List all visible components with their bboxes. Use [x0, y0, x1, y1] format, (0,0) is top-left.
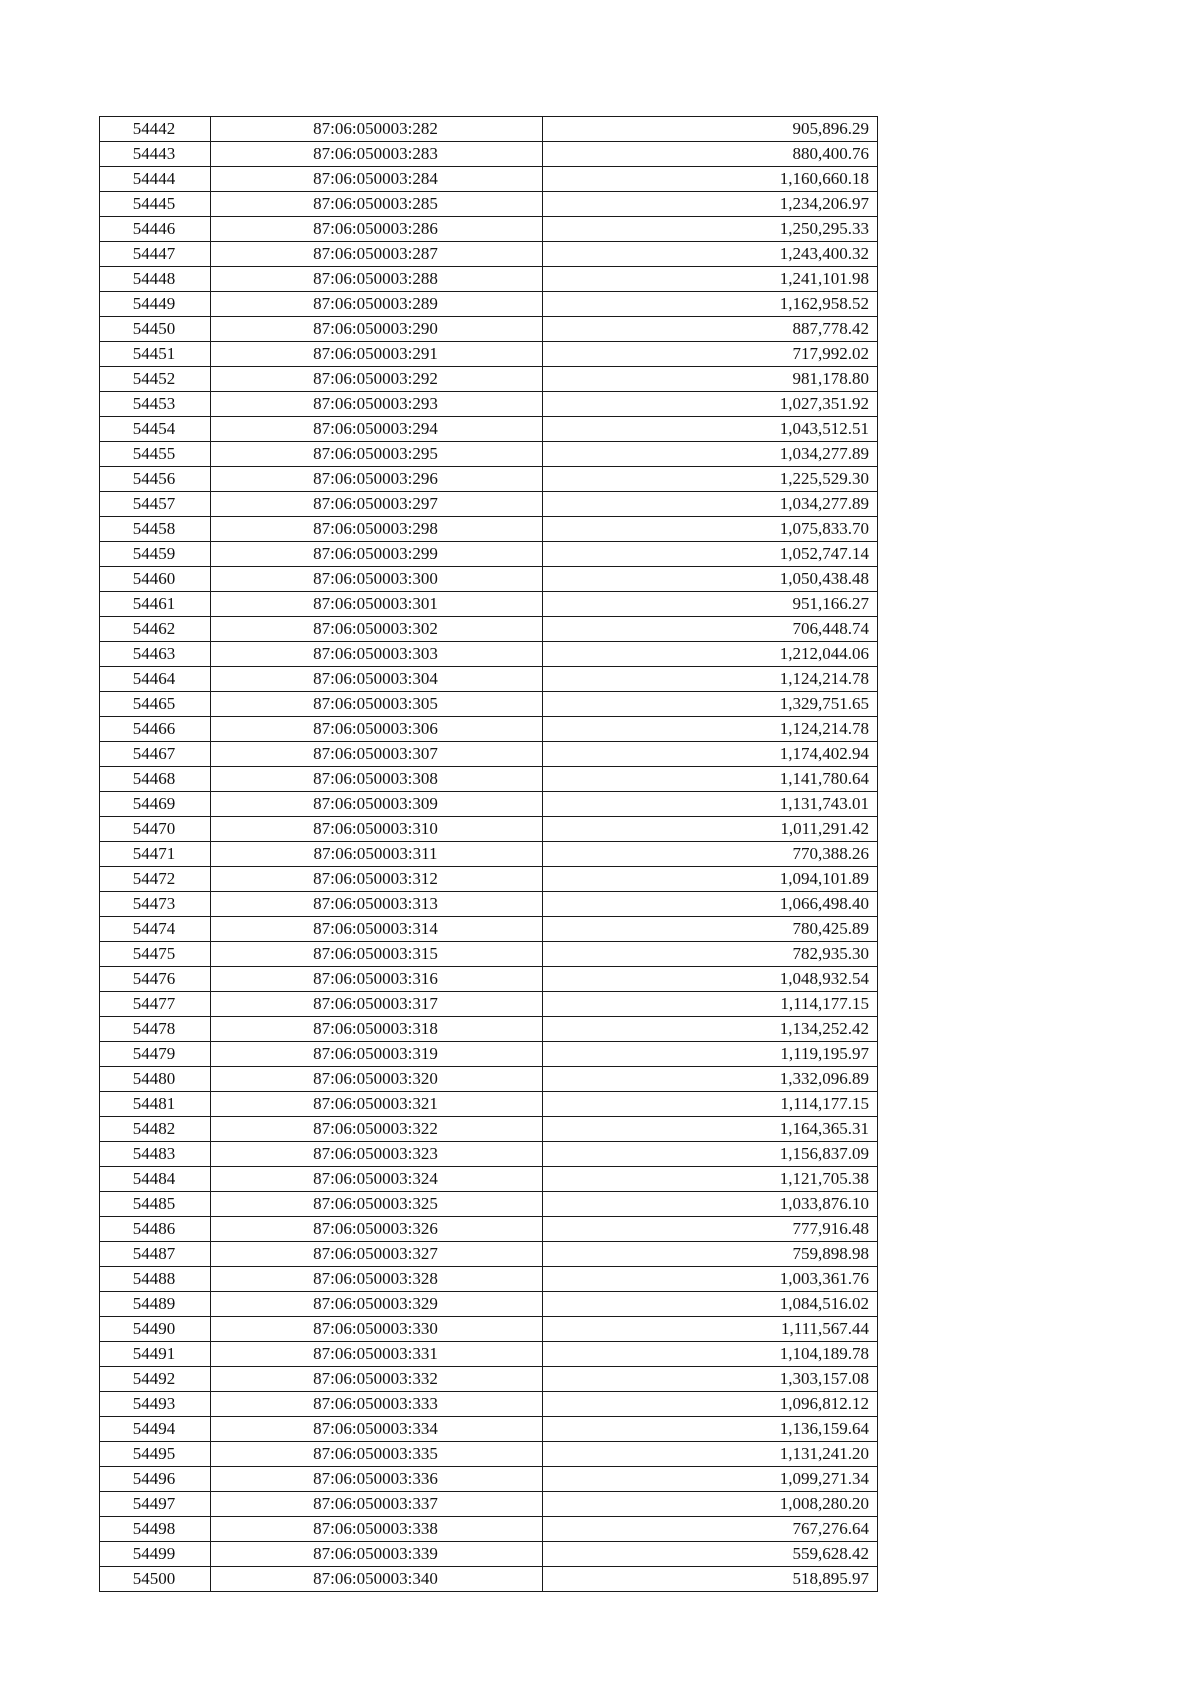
row-number-cell: 54475	[100, 942, 211, 967]
cadastral-number-cell: 87:06:050003:308	[211, 767, 543, 792]
cadastral-number-cell: 87:06:050003:331	[211, 1342, 543, 1367]
row-number-cell: 54460	[100, 567, 211, 592]
table-row	[100, 717, 878, 742]
table-row	[100, 1317, 878, 1342]
cadastral-value-cell: 1,121,705.38	[543, 1167, 878, 1192]
table-row	[100, 1067, 878, 1092]
table-body	[100, 117, 878, 1592]
cadastral-number-cell: 87:06:050003:336	[211, 1467, 543, 1492]
cadastral-value-cell: 887,778.42	[543, 317, 878, 342]
cadastral-value-cell: 767,276.64	[543, 1517, 878, 1542]
table-row	[100, 1192, 878, 1217]
cadastral-number-cell: 87:06:050003:339	[211, 1542, 543, 1567]
cadastral-number-cell: 87:06:050003:301	[211, 592, 543, 617]
row-number-cell: 54476	[100, 967, 211, 992]
row-number-cell: 54457	[100, 492, 211, 517]
row-number-cell: 54477	[100, 992, 211, 1017]
cadastral-number-cell: 87:06:050003:315	[211, 942, 543, 967]
table-row	[100, 642, 878, 667]
table-row	[100, 1417, 878, 1442]
cadastral-value-cell: 1,048,932.54	[543, 967, 878, 992]
table-row	[100, 817, 878, 842]
row-number-cell: 54454	[100, 417, 211, 442]
cadastral-value-cell: 1,043,512.51	[543, 417, 878, 442]
table-row	[100, 592, 878, 617]
cadastral-value-cell: 1,131,743.01	[543, 792, 878, 817]
cadastral-number-cell: 87:06:050003:320	[211, 1067, 543, 1092]
cadastral-value-cell: 1,243,400.32	[543, 242, 878, 267]
row-number-cell: 54455	[100, 442, 211, 467]
table-row	[100, 892, 878, 917]
row-number-cell: 54443	[100, 142, 211, 167]
cadastral-value-cell: 1,164,365.31	[543, 1117, 878, 1142]
cadastral-value-cell: 1,225,529.30	[543, 467, 878, 492]
cadastral-value-cell: 1,096,812.12	[543, 1392, 878, 1417]
row-number-cell: 54484	[100, 1167, 211, 1192]
row-number-cell: 54497	[100, 1492, 211, 1517]
cadastral-number-cell: 87:06:050003:289	[211, 292, 543, 317]
table-row	[100, 967, 878, 992]
table-row	[100, 117, 878, 142]
cadastral-value-cell: 717,992.02	[543, 342, 878, 367]
cadastral-number-cell: 87:06:050003:299	[211, 542, 543, 567]
cadastral-number-cell: 87:06:050003:340	[211, 1567, 543, 1592]
row-number-cell: 54448	[100, 267, 211, 292]
row-number-cell: 54487	[100, 1242, 211, 1267]
row-number-cell: 54459	[100, 542, 211, 567]
cadastral-number-cell: 87:06:050003:307	[211, 742, 543, 767]
row-number-cell: 54499	[100, 1542, 211, 1567]
cadastral-value-cell: 1,134,252.42	[543, 1017, 878, 1042]
cadastral-number-cell: 87:06:050003:313	[211, 892, 543, 917]
row-number-cell: 54481	[100, 1092, 211, 1117]
cadastral-number-cell: 87:06:050003:334	[211, 1417, 543, 1442]
table-row	[100, 1542, 878, 1567]
cadastral-number-cell: 87:06:050003:283	[211, 142, 543, 167]
row-number-cell: 54479	[100, 1042, 211, 1067]
cadastral-number-cell: 87:06:050003:310	[211, 817, 543, 842]
row-number-cell: 54465	[100, 692, 211, 717]
row-number-cell: 54461	[100, 592, 211, 617]
table-row	[100, 342, 878, 367]
row-number-cell: 54446	[100, 217, 211, 242]
cadastral-number-cell: 87:06:050003:286	[211, 217, 543, 242]
cadastral-value-cell: 1,111,567.44	[543, 1317, 878, 1342]
table-row	[100, 1167, 878, 1192]
row-number-cell: 54490	[100, 1317, 211, 1342]
table-row	[100, 317, 878, 342]
cadastral-number-cell: 87:06:050003:309	[211, 792, 543, 817]
cadastral-value-cell: 1,066,498.40	[543, 892, 878, 917]
cadastral-number-cell: 87:06:050003:311	[211, 842, 543, 867]
cadastral-value-cell: 706,448.74	[543, 617, 878, 642]
row-number-cell: 54442	[100, 117, 211, 142]
table-row	[100, 1242, 878, 1267]
cadastral-number-cell: 87:06:050003:304	[211, 667, 543, 692]
cadastral-value-cell: 1,003,361.76	[543, 1267, 878, 1292]
row-number-cell: 54474	[100, 917, 211, 942]
row-number-cell: 54469	[100, 792, 211, 817]
table-row	[100, 142, 878, 167]
cadastral-value-cell: 1,160,660.18	[543, 167, 878, 192]
row-number-cell: 54486	[100, 1217, 211, 1242]
cadastral-number-cell: 87:06:050003:296	[211, 467, 543, 492]
cadastral-number-cell: 87:06:050003:324	[211, 1167, 543, 1192]
cadastral-number-cell: 87:06:050003:282	[211, 117, 543, 142]
row-number-cell: 54493	[100, 1392, 211, 1417]
table-row	[100, 267, 878, 292]
table-row	[100, 742, 878, 767]
table-row	[100, 167, 878, 192]
cadastral-value-cell: 1,052,747.14	[543, 542, 878, 567]
row-number-cell: 54463	[100, 642, 211, 667]
table-row	[100, 242, 878, 267]
table-row	[100, 1392, 878, 1417]
cadastral-number-cell: 87:06:050003:326	[211, 1217, 543, 1242]
row-number-cell: 54458	[100, 517, 211, 542]
row-number-cell: 54445	[100, 192, 211, 217]
cadastral-number-cell: 87:06:050003:303	[211, 642, 543, 667]
cadastral-value-cell: 1,094,101.89	[543, 867, 878, 892]
cadastral-value-cell: 1,050,438.48	[543, 567, 878, 592]
cadastral-number-cell: 87:06:050003:319	[211, 1042, 543, 1067]
cadastral-value-cell: 770,388.26	[543, 842, 878, 867]
row-number-cell: 54467	[100, 742, 211, 767]
cadastral-number-cell: 87:06:050003:316	[211, 967, 543, 992]
cadastral-value-cell: 905,896.29	[543, 117, 878, 142]
cadastral-number-cell: 87:06:050003:321	[211, 1092, 543, 1117]
cadastral-value-cell: 1,114,177.15	[543, 1092, 878, 1117]
cadastral-number-cell: 87:06:050003:329	[211, 1292, 543, 1317]
cadastral-number-cell: 87:06:050003:300	[211, 567, 543, 592]
cadastral-number-cell: 87:06:050003:330	[211, 1317, 543, 1342]
cadastral-value-cell: 518,895.97	[543, 1567, 878, 1592]
cadastral-value-cell: 1,099,271.34	[543, 1467, 878, 1492]
cadastral-number-cell: 87:06:050003:318	[211, 1017, 543, 1042]
cadastral-number-cell: 87:06:050003:305	[211, 692, 543, 717]
row-number-cell: 54450	[100, 317, 211, 342]
row-number-cell: 54468	[100, 767, 211, 792]
row-number-cell: 54466	[100, 717, 211, 742]
table-row	[100, 842, 878, 867]
cadastral-number-cell: 87:06:050003:306	[211, 717, 543, 742]
row-number-cell: 54492	[100, 1367, 211, 1392]
cadastral-value-cell: 1,034,277.89	[543, 492, 878, 517]
row-number-cell: 54452	[100, 367, 211, 392]
cadastral-number-cell: 87:06:050003:290	[211, 317, 543, 342]
row-number-cell: 54444	[100, 167, 211, 192]
row-number-cell: 54478	[100, 1017, 211, 1042]
cadastral-value-cell: 1,141,780.64	[543, 767, 878, 792]
cadastral-value-cell: 1,011,291.42	[543, 817, 878, 842]
cadastral-value-cell: 559,628.42	[543, 1542, 878, 1567]
cadastral-number-cell: 87:06:050003:328	[211, 1267, 543, 1292]
cadastral-value-cell: 951,166.27	[543, 592, 878, 617]
table-row	[100, 767, 878, 792]
table-row	[100, 517, 878, 542]
cadastral-value-cell: 1,329,751.65	[543, 692, 878, 717]
row-number-cell: 54485	[100, 1192, 211, 1217]
row-number-cell: 54495	[100, 1442, 211, 1467]
table-row	[100, 1292, 878, 1317]
cadastral-number-cell: 87:06:050003:293	[211, 392, 543, 417]
table-row	[100, 217, 878, 242]
cadastral-value-cell: 1,124,214.78	[543, 667, 878, 692]
row-number-cell: 54488	[100, 1267, 211, 1292]
row-number-cell: 54447	[100, 242, 211, 267]
cadastral-value-cell: 1,008,280.20	[543, 1492, 878, 1517]
table-row	[100, 667, 878, 692]
table-row	[100, 292, 878, 317]
table-row	[100, 992, 878, 1017]
cadastral-value-cell: 1,131,241.20	[543, 1442, 878, 1467]
cadastral-value-cell: 1,136,159.64	[543, 1417, 878, 1442]
row-number-cell: 54489	[100, 1292, 211, 1317]
cadastral-value-cell: 1,084,516.02	[543, 1292, 878, 1317]
cadastral-number-cell: 87:06:050003:335	[211, 1442, 543, 1467]
cadastral-value-cell: 1,124,214.78	[543, 717, 878, 742]
row-number-cell: 54451	[100, 342, 211, 367]
cadastral-number-cell: 87:06:050003:312	[211, 867, 543, 892]
cadastral-number-cell: 87:06:050003:323	[211, 1142, 543, 1167]
table-row	[100, 467, 878, 492]
cadastral-value-cell: 981,178.80	[543, 367, 878, 392]
cadastral-number-cell: 87:06:050003:295	[211, 442, 543, 467]
cadastral-value-cell: 1,156,837.09	[543, 1142, 878, 1167]
cadastral-number-cell: 87:06:050003:327	[211, 1242, 543, 1267]
cadastral-number-cell: 87:06:050003:291	[211, 342, 543, 367]
row-number-cell: 54482	[100, 1117, 211, 1142]
cadastral-value-cell: 1,234,206.97	[543, 192, 878, 217]
cadastral-value-cell: 1,034,277.89	[543, 442, 878, 467]
cadastral-value-cell: 1,033,876.10	[543, 1192, 878, 1217]
cadastral-number-cell: 87:06:050003:332	[211, 1367, 543, 1392]
table-row	[100, 1492, 878, 1517]
row-number-cell: 54496	[100, 1467, 211, 1492]
cadastral-number-cell: 87:06:050003:284	[211, 167, 543, 192]
table-row	[100, 917, 878, 942]
table-row	[100, 192, 878, 217]
cadastral-number-cell: 87:06:050003:297	[211, 492, 543, 517]
row-number-cell: 54471	[100, 842, 211, 867]
table-row	[100, 942, 878, 967]
cadastral-number-cell: 87:06:050003:298	[211, 517, 543, 542]
table-row	[100, 367, 878, 392]
table-row	[100, 1517, 878, 1542]
table-row	[100, 1217, 878, 1242]
cadastral-number-cell: 87:06:050003:325	[211, 1192, 543, 1217]
row-number-cell: 54473	[100, 892, 211, 917]
table-row	[100, 1142, 878, 1167]
table-row	[100, 567, 878, 592]
cadastral-value-cell: 1,174,402.94	[543, 742, 878, 767]
cadastral-number-cell: 87:06:050003:288	[211, 267, 543, 292]
cadastral-number-cell: 87:06:050003:333	[211, 1392, 543, 1417]
table-row	[100, 1092, 878, 1117]
cadastral-value-cell: 1,162,958.52	[543, 292, 878, 317]
table-row	[100, 617, 878, 642]
row-number-cell: 54470	[100, 817, 211, 842]
cadastral-value-cell: 1,114,177.15	[543, 992, 878, 1017]
cadastral-number-cell: 87:06:050003:294	[211, 417, 543, 442]
cadastral-value-cell: 1,250,295.33	[543, 217, 878, 242]
row-number-cell: 54491	[100, 1342, 211, 1367]
cadastral-value-cell: 782,935.30	[543, 942, 878, 967]
table-row	[100, 492, 878, 517]
cadastral-number-cell: 87:06:050003:302	[211, 617, 543, 642]
cadastral-value-table	[99, 116, 878, 1592]
table-row	[100, 1117, 878, 1142]
cadastral-value-cell: 1,303,157.08	[543, 1367, 878, 1392]
table-row	[100, 442, 878, 467]
row-number-cell: 54494	[100, 1417, 211, 1442]
table-row	[100, 1367, 878, 1392]
cadastral-number-cell: 87:06:050003:337	[211, 1492, 543, 1517]
row-number-cell: 54464	[100, 667, 211, 692]
table-row	[100, 1467, 878, 1492]
table-row	[100, 1567, 878, 1592]
row-number-cell: 54449	[100, 292, 211, 317]
cadastral-value-cell: 1,241,101.98	[543, 267, 878, 292]
cadastral-number-cell: 87:06:050003:317	[211, 992, 543, 1017]
cadastral-number-cell: 87:06:050003:322	[211, 1117, 543, 1142]
table-row	[100, 392, 878, 417]
cadastral-value-cell: 780,425.89	[543, 917, 878, 942]
table-row	[100, 1342, 878, 1367]
cadastral-number-cell: 87:06:050003:338	[211, 1517, 543, 1542]
cadastral-value-cell: 1,212,044.06	[543, 642, 878, 667]
cadastral-value-cell: 1,075,833.70	[543, 517, 878, 542]
row-number-cell: 54472	[100, 867, 211, 892]
row-number-cell: 54480	[100, 1067, 211, 1092]
table-row	[100, 1442, 878, 1467]
row-number-cell: 54462	[100, 617, 211, 642]
cadastral-value-cell: 1,332,096.89	[543, 1067, 878, 1092]
row-number-cell: 54483	[100, 1142, 211, 1167]
cadastral-value-cell: 880,400.76	[543, 142, 878, 167]
cadastral-value-cell: 1,104,189.78	[543, 1342, 878, 1367]
table-row	[100, 1267, 878, 1292]
cadastral-number-cell: 87:06:050003:285	[211, 192, 543, 217]
row-number-cell: 54453	[100, 392, 211, 417]
row-number-cell: 54498	[100, 1517, 211, 1542]
cadastral-value-cell: 759,898.98	[543, 1242, 878, 1267]
cadastral-number-cell: 87:06:050003:314	[211, 917, 543, 942]
table-row	[100, 867, 878, 892]
row-number-cell: 54456	[100, 467, 211, 492]
table-row	[100, 417, 878, 442]
table-row	[100, 792, 878, 817]
table-row	[100, 1042, 878, 1067]
cadastral-number-cell: 87:06:050003:287	[211, 242, 543, 267]
table-row	[100, 692, 878, 717]
cadastral-value-cell: 777,916.48	[543, 1217, 878, 1242]
table-row	[100, 542, 878, 567]
cadastral-value-cell: 1,027,351.92	[543, 392, 878, 417]
row-number-cell: 54500	[100, 1567, 211, 1592]
table-row	[100, 1017, 878, 1042]
cadastral-number-cell: 87:06:050003:292	[211, 367, 543, 392]
cadastral-value-cell: 1,119,195.97	[543, 1042, 878, 1067]
